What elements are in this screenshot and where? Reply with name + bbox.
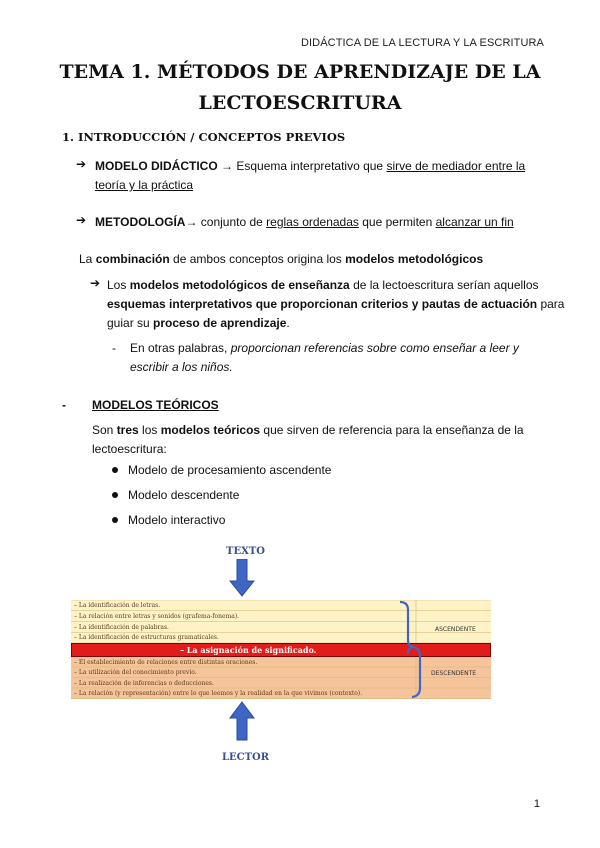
text: En otras palabras, xyxy=(130,341,231,355)
page-number: 1 xyxy=(533,798,540,810)
list-item: Modelo interactivo xyxy=(128,513,226,527)
table-row: – La utilización del conocimiento previo. xyxy=(74,669,197,676)
bold-text: tres xyxy=(116,423,139,437)
text: que sirven de referencia para la enseñanza de la xyxy=(260,423,524,437)
modelos-ensenanza-line-2 xyxy=(107,295,564,314)
descendente-label: DESCENDENTE xyxy=(431,670,477,677)
text: de la lectoescritura serían aquellos xyxy=(349,278,539,292)
text: los xyxy=(138,423,161,437)
underlined-text: reglas ordenadas xyxy=(266,215,359,229)
underlined-text: sirve de mediador entre la xyxy=(386,159,526,173)
section-heading: 1. INTRODUCCIÓN / CONCEPTOS PREVIOS xyxy=(62,130,346,144)
modelo-didactico-paragraph xyxy=(95,157,542,176)
list-item: Modelo de procesamiento ascendente xyxy=(128,463,332,477)
combinacion-paragraph xyxy=(79,250,483,269)
otras-palabras-line-1 xyxy=(130,339,542,358)
bold-text: modelos metodológicos xyxy=(345,252,484,266)
bold-text: combinación xyxy=(95,252,170,266)
brace-icons xyxy=(396,600,426,700)
document-title-line-2: LECTOESCRITURA xyxy=(198,92,402,114)
table-row: – La realización de inferencias o deducciones. xyxy=(74,680,214,687)
text: La xyxy=(79,252,96,266)
text: . xyxy=(286,316,290,330)
bold-text: proceso de aprendizaje xyxy=(153,316,287,330)
arrow-symbol: → xyxy=(221,159,234,173)
arrow-bullet-icon: ➔ xyxy=(76,157,87,171)
table-row: – La identificación de palabras. xyxy=(74,624,169,631)
running-header: DIDÁCTICA DE LA LECTURA Y LA ESCRITURA xyxy=(300,37,544,49)
metodologia-term: METODOLOGÍA xyxy=(95,215,186,229)
modelos-ensenanza-line-1 xyxy=(107,276,542,295)
modelo-didactico-term: MODELO DIDÁCTICO xyxy=(95,159,218,173)
text: de ambos conceptos origina los xyxy=(169,252,346,266)
dash-bullet: - xyxy=(112,341,116,355)
bold-text: modelos metodológicos de enseñanza xyxy=(129,278,350,292)
text: Los xyxy=(107,278,130,292)
metodologia-paragraph xyxy=(95,213,514,232)
modelos-teoricos-heading xyxy=(92,396,219,415)
bold-text: modelos teóricos xyxy=(160,423,261,437)
table-row: – La identificación de letras. xyxy=(74,602,161,609)
bullet-dot-icon xyxy=(112,492,118,498)
otras-palabras-line-2 xyxy=(130,358,233,377)
document-title-line-1: TEMA 1. MÉTODOS DE APRENDIZAJE DE LA xyxy=(59,61,541,83)
arrow-bullet-icon: ➔ xyxy=(90,276,101,290)
italic-text: proporcionan referencias sobre como enseñar a leer y xyxy=(230,341,519,355)
text: para xyxy=(537,297,565,311)
dash-bullet: - xyxy=(62,398,66,412)
text: conjunto de xyxy=(197,215,267,229)
modelos-ensenanza-line-3 xyxy=(107,314,290,333)
down-arrow-icon xyxy=(229,559,255,597)
figure-bottom-label: LECTOR xyxy=(222,752,270,763)
list-item: Modelo descendente xyxy=(128,488,240,502)
figure-top-label: TEXTO xyxy=(226,546,265,557)
arrow-bullet-icon: ➔ xyxy=(76,213,87,227)
underlined-heading: MODELOS TEÓRICOS xyxy=(92,398,219,412)
text: Esquema interpretativo que xyxy=(233,159,387,173)
table-row: – El establecimiento de relaciones entre distintas oraciones. xyxy=(74,659,258,666)
underlined-text: alcanzar un fin xyxy=(435,215,514,229)
modelos-teoricos-line-2: lectoescritura: xyxy=(92,442,167,456)
ascendente-label: ASCENDENTE xyxy=(435,626,476,633)
bold-text: esquemas interpretativos que proporcionan criterios y pautas de actuación xyxy=(107,297,538,311)
text: que permiten xyxy=(358,215,436,229)
arrow-symbol: → xyxy=(185,215,198,229)
table-row: – La identificación de estructuras gramaticales. xyxy=(74,634,219,641)
text: guiar su xyxy=(107,316,154,330)
modelos-teoricos-line-1 xyxy=(92,421,542,440)
table-row: – La relación entre letras y sonidos (grafema-fonema). xyxy=(74,613,240,620)
table-row: – La relación (y representación) entre lo que leemos y la realidad en la que vivimos (contexto). xyxy=(74,690,363,697)
text: Son xyxy=(92,423,117,437)
modelo-didactico-line-2 xyxy=(95,176,193,195)
italic-text: escribir a los niños. xyxy=(130,360,233,374)
up-arrow-icon xyxy=(229,701,255,741)
bullet-dot-icon xyxy=(112,517,118,523)
bullet-dot-icon xyxy=(112,467,118,473)
underlined-text: teoría y la práctica xyxy=(95,178,194,192)
highlight-row-text: – La asignación de significado. xyxy=(180,645,317,655)
